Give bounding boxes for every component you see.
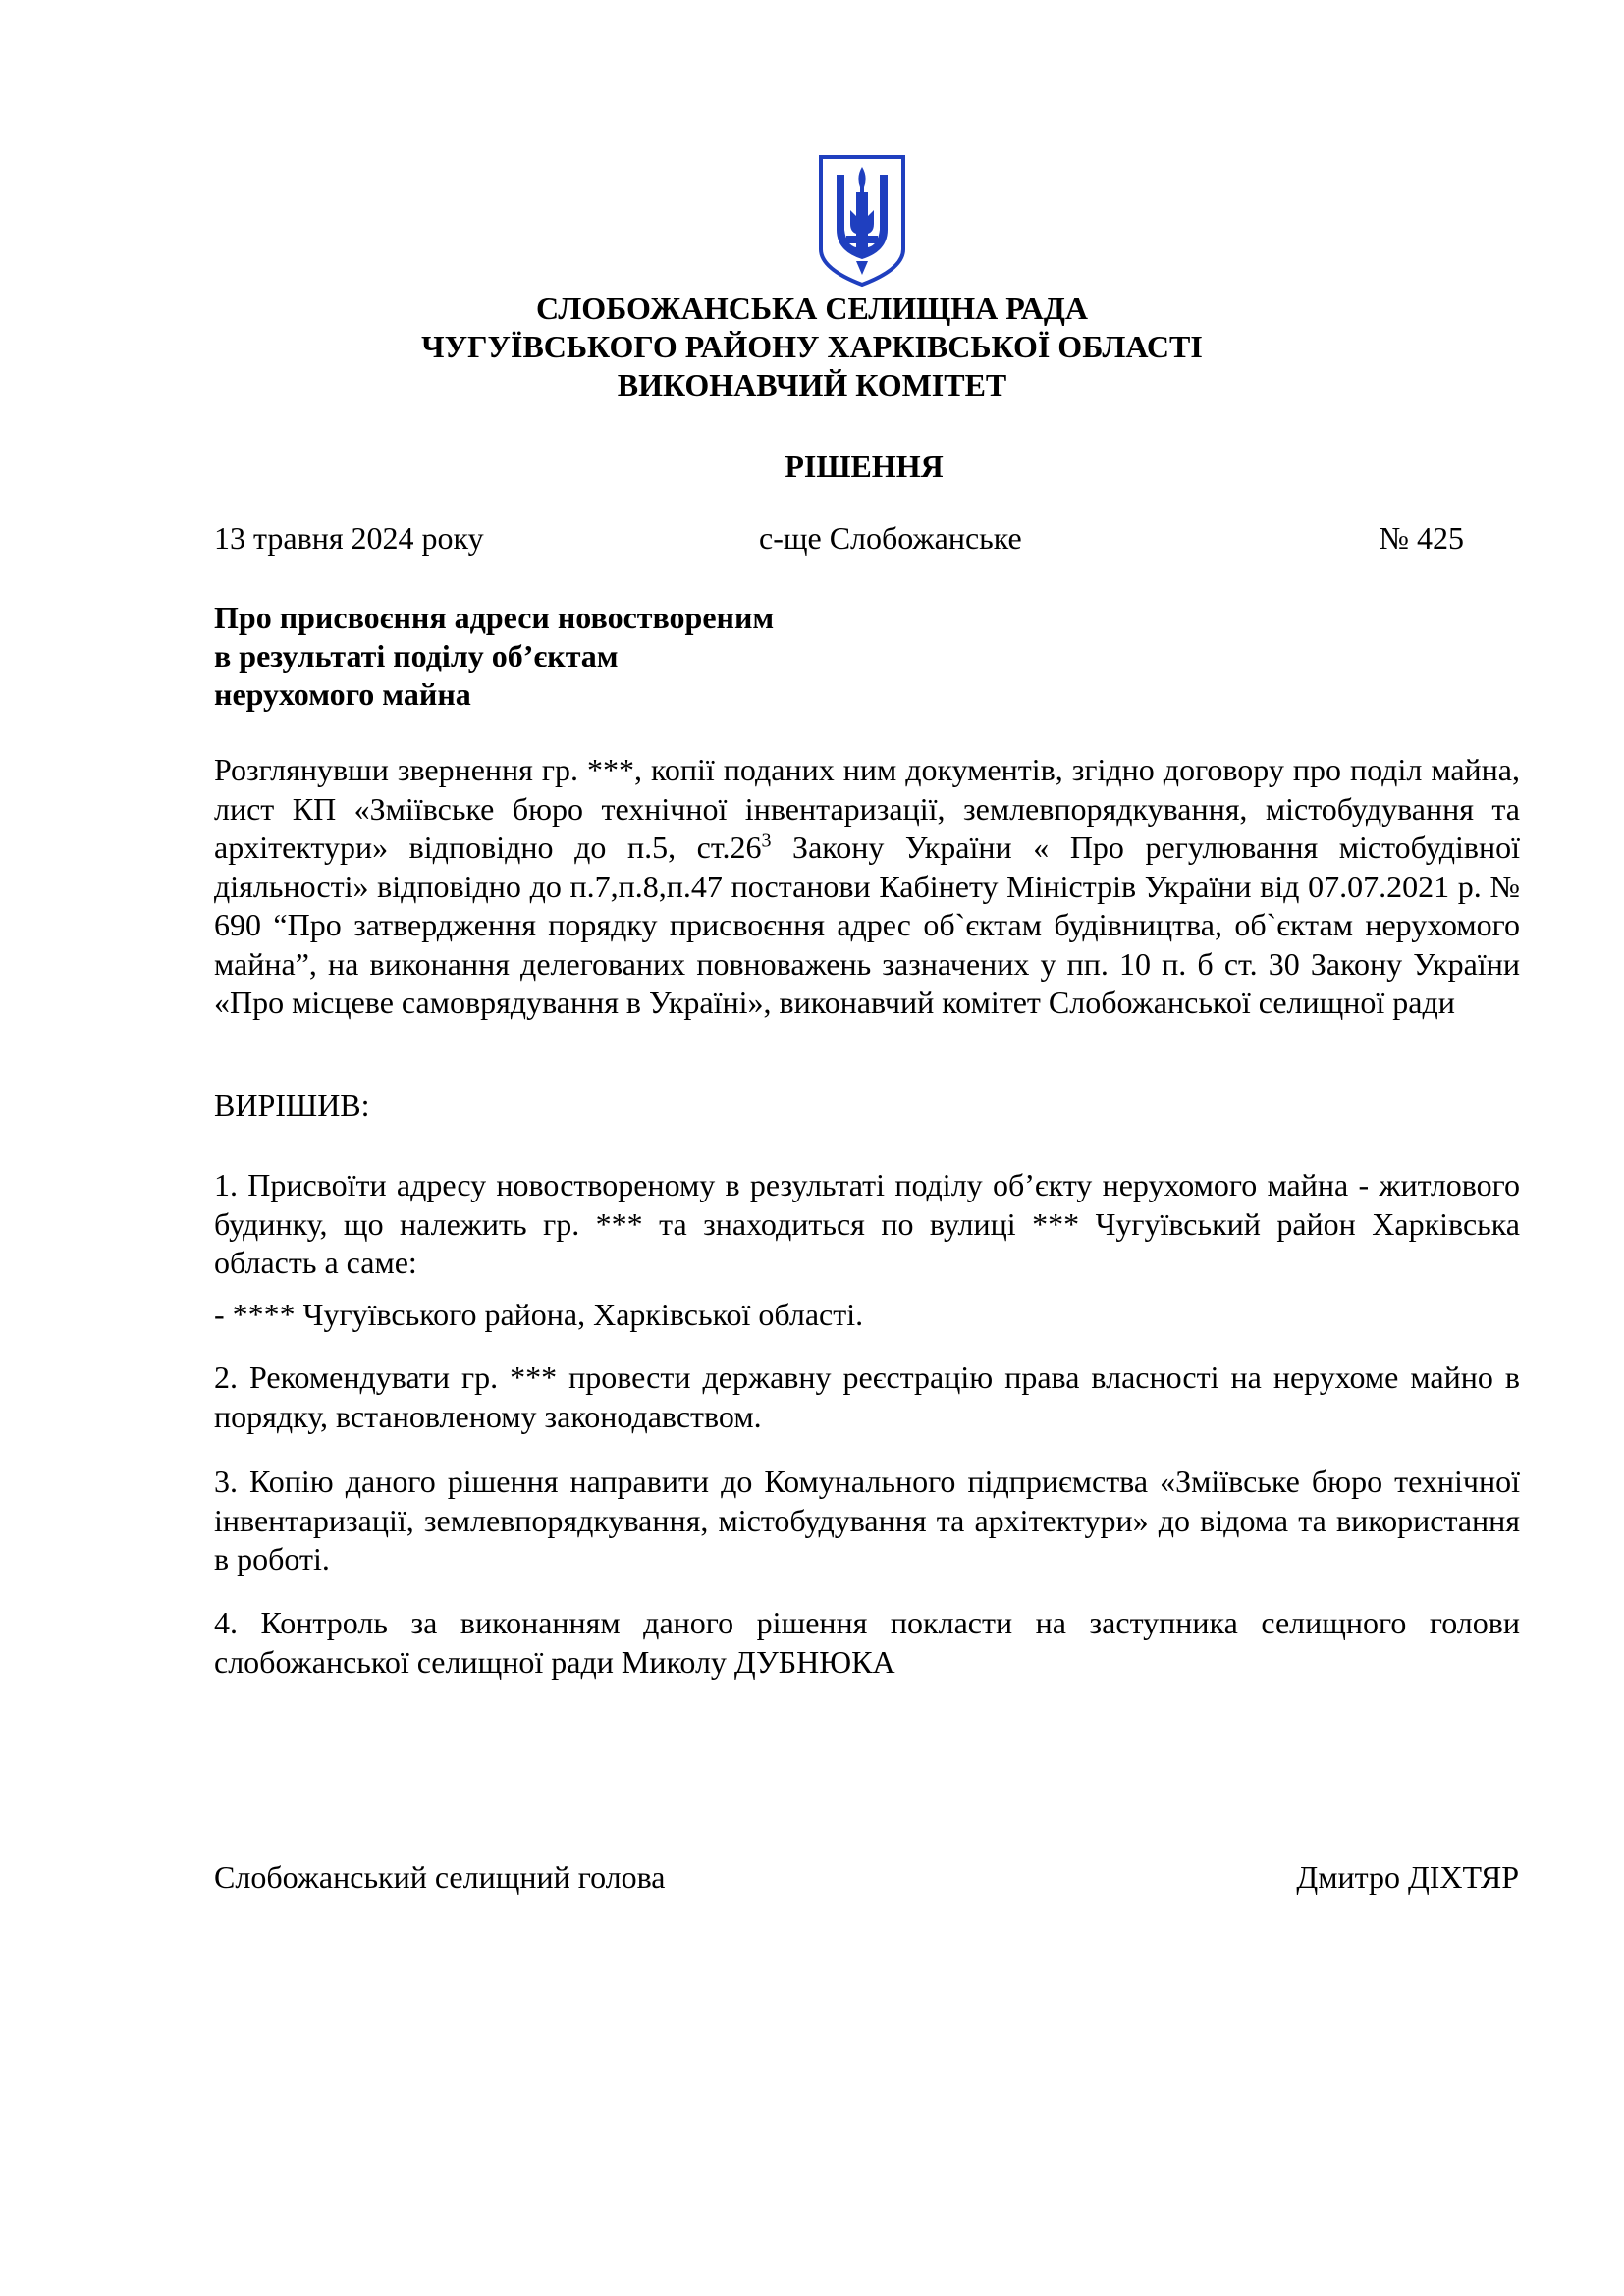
subject-line-3: нерухомого майна: [214, 676, 471, 712]
decision-number: № 425: [1379, 520, 1464, 556]
header-line-1: СЛОБОЖАНСЬКА СЕЛИЩНА РАДА: [536, 291, 1088, 326]
date-line: [214, 520, 1464, 560]
decision-subject: [214, 599, 774, 714]
signatory-position: Слобожанський селищний голова: [214, 1859, 666, 1895]
preamble-paragraph: [214, 751, 1520, 1023]
decision-place: с-ще Слобожанське: [759, 520, 1022, 556]
decision-date: 13 травня 2024 року: [214, 520, 484, 556]
header-line-2: ЧУГУЇВСЬКОГО РАЙОНУ ХАРКІВСЬКОЇ ОБЛАСТІ: [421, 329, 1203, 364]
resolution-item-3: 3. Копію даного рішення направити до Комунального підприємства «Зміївське бюро технічної інвентаризації, землевпорядкування, містобудування та архітектури» до відома та використання в роботі.: [214, 1464, 1520, 1576]
document-title: РІШЕННЯ: [785, 449, 944, 484]
resolution-item-1-address: - **** Чугуївського района, Харківської області.: [214, 1297, 864, 1332]
preamble-superscript: 3: [761, 829, 772, 852]
resolved-heading: ВИРІШИВ:: [214, 1088, 370, 1123]
institution-header: [0, 290, 1624, 404]
resolution-item-2: 2. Рекомендувати гр. *** провести державну реєстрацію права власності на нерухоме майно в порядку, встановленому законодавством.: [214, 1360, 1520, 1434]
preamble-part-1: Розглянувши звернення гр. ***, копії поданих ним документів, згідно договору про поділ майна, лист КП «Зміївське бюро технічної інвентаризації, землевпорядкування, містобудування та архітектури» відповідно до п.5, ст.26: [214, 752, 1520, 865]
resolution-item-4: 4. Контроль за виконанням даного рішення покласти на заступника селищного голови слобожанської селищної ради Миколу ДУБНЮКА: [214, 1605, 1520, 1680]
signatory-name: Дмитро ДІХТЯР: [1296, 1859, 1519, 1895]
resolution-item-1: 1. Присвоїти адресу новоствореному в результаті поділу об’єкту нерухомого майна - житлового будинку, що належить гр. *** та знаходиться по вулиці *** Чугуївський район Харківська область а саме:: [214, 1167, 1520, 1280]
subject-line-1: Про присвоєння адреси новоствореним: [214, 600, 775, 635]
subject-line-2: в результаті поділу об’єктам: [214, 638, 619, 673]
coat-of-arms-icon: [817, 153, 907, 289]
header-line-3: ВИКОНАВЧИЙ КОМІТЕТ: [617, 367, 1007, 402]
preamble-part-2: Закону України « Про регулювання містобудівної діяльності» відповідно до п.7,п.8,п.47 постанови Кабінету Міністрів України від 07.07.2021 р. № 690 “Про затвердження порядку присвоєння адрес об`єктам будівництва, об`єктам нерухомого майна”, на виконання делегованих повноважень зазначених у пп. 10 п. б ст. 30 Закону України «Про місцеве самоврядування в Україні», виконавчий комітет Слобожанської селищної ради: [214, 829, 1521, 1020]
